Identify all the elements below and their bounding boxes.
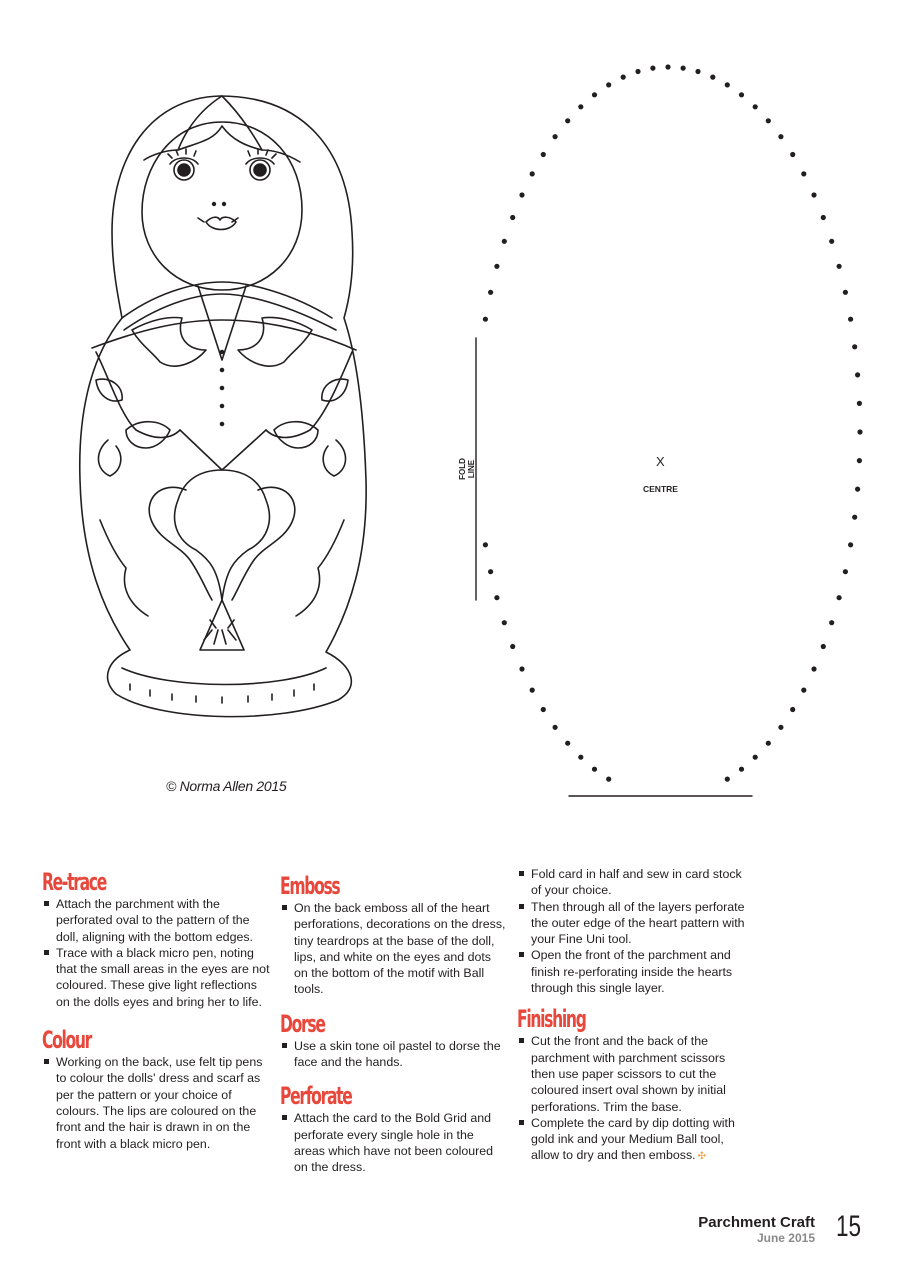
centre-mark: X [656,454,665,469]
instructions-column-1 [42,868,274,1152]
perforation-dot [710,75,715,80]
perforation-dot [635,69,640,74]
perforation-dot [494,595,499,600]
step-item: Then through all of the layers perforate the outer edge of the heart pattern with your Fine Uni tool. [517,899,747,948]
section-title: Colour [42,1026,92,1055]
perforation-dot [811,192,816,197]
perforation-dot [778,134,783,139]
perforation-dot [592,767,597,772]
perforation-dot [578,755,583,760]
step-item: Cut the front and the back of the parchment with parchment scissors then use paper scissors to cut the coloured insert oval shown by initial perforations. Trim the base. [517,1033,747,1114]
perforation-dot [855,487,860,492]
perforation-dot [837,264,842,269]
perforation-dot [848,542,853,547]
perforation-dot [837,595,842,600]
instructions-column-3 [517,866,747,1166]
perforation-dot [801,171,806,176]
perforation-dot [848,317,853,322]
perforation-dot [739,767,744,772]
step-item: Fold card in half and sew in card stock of your choice. [517,866,747,899]
section-retrace [42,868,274,1010]
perforation-dot [829,239,834,244]
continued-steps [517,866,747,996]
perforation-dot [530,688,535,693]
perforation-dot [857,429,862,434]
perforation-dot [843,569,848,574]
section-title: Dorse [280,1009,325,1038]
section-finishing [517,1005,747,1165]
page-number: 15 [836,1210,862,1243]
end-mark-icon: ✣ [697,1151,707,1163]
step-item [517,1115,747,1166]
section-perforate [280,1082,506,1175]
perforation-dot [578,104,583,109]
perforation-dot [606,82,611,87]
perforation-dot [510,644,515,649]
perforation-dot [790,152,795,157]
step-item: Working on the back, use felt tip pens to colour the dolls' dress and scarf as per the pattern or your choice of colours. The lips are coloured on the front and the hair is drawn in on the front with a black micro pen. [42,1054,274,1152]
perforation-dot [606,777,611,782]
perforation-dot [488,290,493,295]
perforation-dot [829,620,834,625]
illustration-copyright: © Norma Allen 2015 [166,778,287,794]
section-emboss [280,872,506,998]
perforation-dot [725,777,730,782]
perforation-dot [519,666,524,671]
perforation-dot [483,542,488,547]
step-text: Complete the card by dip dotting with gold ink and your Medium Ball tool, allow to dry and then emboss. [531,1115,735,1163]
perforation-dot [541,152,546,157]
perforation-dot [725,82,730,87]
perforation-dot [650,66,655,71]
perforation-dot [592,92,597,97]
perforation-dot [753,755,758,760]
instructions-column-2 [280,872,506,1176]
perforation-dot [510,215,515,220]
perforation-dot [681,66,686,71]
step-item: Open the front of the parchment and finish re-perforating inside the hearts through this single layer. [517,947,747,996]
perforation-dot [766,741,771,746]
section-title: Perforate [280,1082,352,1111]
perforation-dot [821,215,826,220]
section-colour [42,1026,274,1152]
perforation-dot [530,171,535,176]
perforation-dot [519,192,524,197]
step-item: Attach the parchment with the perforated oval to the pattern of the doll, aligning with the bottom edges. [42,896,274,945]
perforation-dot [483,317,488,322]
perforation-dot [541,707,546,712]
section-title: Emboss [280,872,340,900]
perforation-dot [494,264,499,269]
section-title: Finishing [517,1005,586,1034]
step-item: Trace with a black micro pen, noting that the small areas in the eyes are not coloured. These give light reflections on the dolls eyes and bring her to life. [42,945,274,1010]
perforation-dot [843,290,848,295]
perforation-dot [739,92,744,97]
perforation-dot [852,515,857,520]
perforation-dot [502,620,507,625]
section-dorse [280,1010,506,1071]
perforation-dot [790,707,795,712]
perforation-dot [855,372,860,377]
perforation-dot [857,401,862,406]
perforation-dot [821,644,826,649]
centre-label: CENTRE [643,484,678,494]
perforation-dot [565,741,570,746]
perforation-dot [565,118,570,123]
perforation-dot [801,688,806,693]
doll-illustration [80,96,366,717]
magazine-title: Parchment Craft [698,1214,815,1231]
perforation-dot [488,569,493,574]
issue-date: June 2015 [756,1231,815,1245]
perforation-dot [665,64,670,69]
perforation-dot [753,104,758,109]
perforation-dot [778,725,783,730]
step-item: Use a skin tone oil pastel to dorse the face and the hands. [280,1038,506,1071]
step-item: On the back emboss all of the heart perforations, decorations on the dress, tiny teardrops at the base of the doll, lips, and white on the eyes and dots on the bottom of the motif with Ball tools. [280,900,506,998]
perforation-dot [502,239,507,244]
perforation-dot [811,666,816,671]
perforation-dot [553,134,558,139]
perforation-dot [857,458,862,463]
section-title: Re-trace [42,868,106,896]
perforation-oval [483,64,863,781]
perforation-dot [766,118,771,123]
fold-line-label: FOLD LINE [458,458,476,480]
step-item: Attach the card to the Bold Grid and perforate every single hole in the areas which have not been coloured on the dress. [280,1110,506,1175]
perforation-dot [695,69,700,74]
perforation-dot [621,75,626,80]
perforation-dot [553,725,558,730]
perforation-dot [852,344,857,349]
